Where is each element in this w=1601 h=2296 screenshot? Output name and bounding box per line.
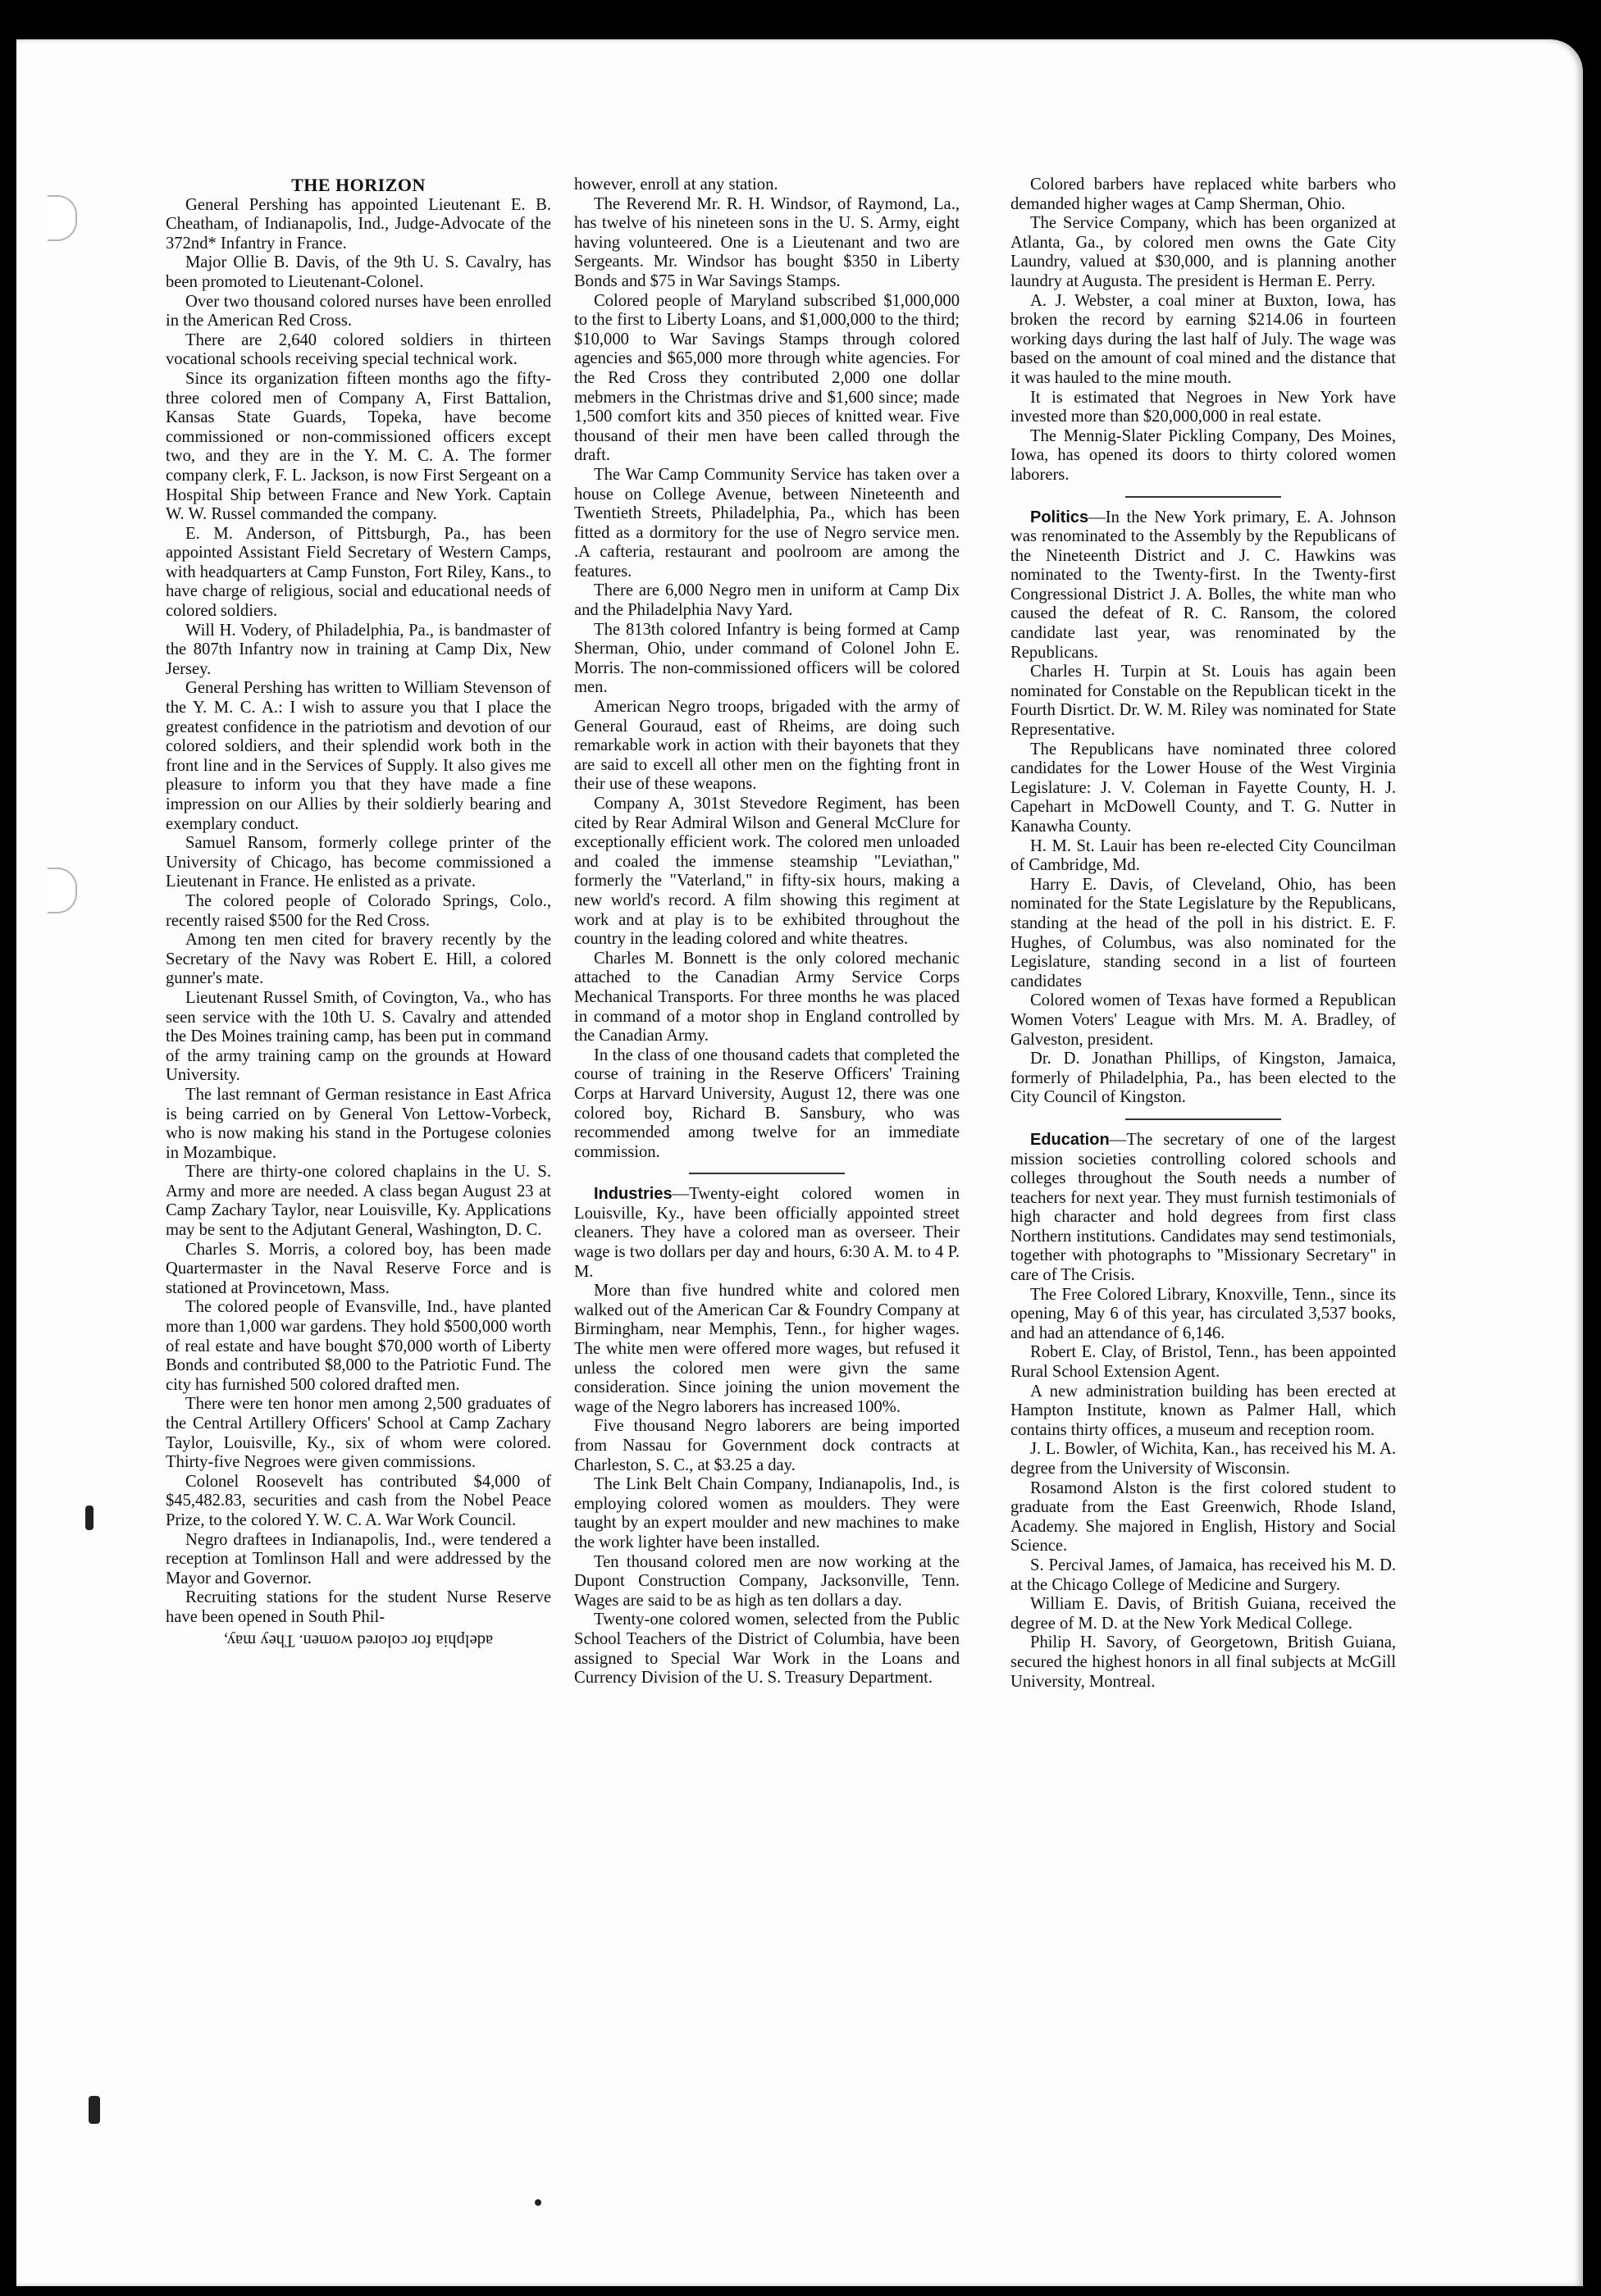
news-item: William E. Davis, of British Guiana, received the degree of M. D. at the New York Medical College. <box>1010 1595 1396 1633</box>
news-item: The 813th colored Infantry is being formed at Camp Sherman, Ohio, under command of Colonel John E. Morris. The non-commissioned officers will be colored men. <box>574 620 960 697</box>
news-item: Philip H. Savory, of Georgetown, British Guiana, secured the highest honors in all final subjects at McGill University, Montreal. <box>1010 1633 1396 1691</box>
education-lead <box>1010 1131 1396 1286</box>
news-item: Charles S. Morris, a colored boy, has been made Quartermaster in the Naval Reserve Force and is stationed at Provincetown, Mass. <box>166 1240 551 1297</box>
news-item: There are 6,000 Negro men in uniform at Camp Dix and the Philadelphia Navy Yard. <box>574 581 960 620</box>
news-item: Recruiting stations for the student Nurse Reserve have been opened in South Phil- <box>166 1588 551 1626</box>
section-divider <box>689 1173 845 1174</box>
news-item: Colored women of Texas have formed a Republican Women Voters' League with Mrs. M. A. Bradley, of Galveston, president. <box>1010 991 1396 1049</box>
column-1 <box>166 175 551 1649</box>
news-item: General Pershing has written to William Stevenson of the Y. M. C. A.: I wish to assure you that I place the greatest confidence in the patriotism and devotion of our colored soldiers, and their splendid work both in the front line and in the Services of Supply. It also gives me pleasure to inform you that they have made a fine impression on our Allies by their soldierly bearing and exemplary conduct. <box>166 679 551 833</box>
lead-text: —In the New York primary, E. A. Johnson was renominated to the Assembly by the Republicans of the Nineteenth District and J. C. Hawkins was nominated to the Twenty-first. In the Twenty-first Congressional District J. A. Bolles, the white man who caused the defeat of R. C. Ransom, the colored candidate last year, was renominated by the Republicans. <box>1010 508 1396 662</box>
news-item: The Republicans have nominated three colored candidates for the Lower House of the West Virginia Legislature: J. V. Coleman in Fayette County, H. J. Capehart in McDowell County, and T. G. Nutter in Kanawha County. <box>1010 740 1396 836</box>
news-item: Negro draftees in Indianapolis, Ind., were tendered a reception at Tomlinson Hall and were addressed by the Mayor and Governor. <box>166 1530 551 1588</box>
news-item: Twenty-one colored women, selected from the Public School Teachers of the District of Columbia, have been assigned to Special War Work in the Loans and Currency Division of the U. S. Treasury Department. <box>574 1610 960 1688</box>
upside-down-line: adelphia for colored women. They may, <box>223 1631 494 1650</box>
news-item: Company A, 301st Stevedore Regiment, has been cited by Rear Admiral Wilson and General McClure for exceptionally efficient work. The colored men unloaded and coaled the immense steamship "Leviathan," formerly the "Vaterland," in fifty-six hours, making a new world's record. A film showing this regiment at work and at play is to be exhibited throughout the country in the leading colored and white theatres. <box>574 795 960 949</box>
news-item: Ten thousand colored men are now working at the Dupont Construction Company, Jacksonville, Tenn. Wages are said to be as high as ten dollars a day. <box>574 1552 960 1610</box>
news-item: There were ten honor men among 2,500 graduates of the Central Artillery Officers' School at Camp Zachary Taylor, Louisville, Ky., six of whom were colored. Thirty-five Negroes were given commissions. <box>166 1395 551 1472</box>
news-item: More than five hundred white and colored men walked out of the American Car & Foundry Company at Birmingham, near Memphis, Tenn., for higher wages. The white men were offered more wages, but refused it unless the colored men were givn the same consideration. Since joining the union movement the wage of the Negro laborers has increased 100%. <box>574 1282 960 1416</box>
news-item: Since its organization fifteen months ago the fifty-three colored men of Company A, First Battalion, Kansas State Guards, Topeka, have become commissioned or non-commissioned officers except two, and they are in the Y. M. C. A. The former company clerk, F. L. Jackson, is now First Sergeant on a Hospital Ship between France and New York. Captain W. W. Russel commanded the company. <box>166 369 551 524</box>
news-item: There are thirty-one colored chaplains in the U. S. Army and more are needed. A class began August 23 at Camp Zachary Taylor, near Louisville, Ky. Applications may be sent to the Adjutant General, Washington, D. C. <box>166 1163 551 1240</box>
ink-speck <box>535 2199 541 2206</box>
news-item: Charles M. Bonnett is the only colored mechanic attached to the Canadian Army Service Corps Mechanical Transports. For three months he was placed in command of a motor shop in England controlled by the Canadian Army. <box>574 949 960 1046</box>
section-divider <box>1125 1118 1281 1120</box>
news-item: Colored people of Maryland subscribed $1,000,000 to the first to Liberty Loans, and $1,000,000 to the third; $10,000 to War Savings Stamps through colored agencies and $65,000 more through white agencies. For the Red Cross they contributed 2,000 one dollar mebmers in the Christmas drive and $1,600 since; made 1,500 comfort kits and 350 pieces of knitted wear. Five thousand of their men have been called through the draft. <box>574 291 960 465</box>
news-item: A new administration building has been erected at Hampton Institute, known as Palmer Hall, which contains thirty offices, a museum and reception room. <box>1010 1382 1396 1439</box>
news-item: Dr. D. Jonathan Phillips, of Kingston, Jamaica, formerly of Philadelphia, Pa., has been elected to the City Council of Kingston. <box>1010 1050 1396 1107</box>
news-item: S. Percival James, of Jamaica, has received his M. D. at the Chicago College of Medicine and Surgery. <box>1010 1556 1396 1594</box>
news-item: Over two thousand colored nurses have been enrolled in the American Red Cross. <box>166 292 551 330</box>
lead-text: —Twenty-eight colored women in Louisville, Ky., have been officially appointed street cleaners. They have a colored man as overseer. Their wage is two dollars per day and hours, 6:30 A. M. to 4 P. M. <box>574 1185 960 1281</box>
news-item: The colored people of Evansville, Ind., have planted more than 1,000 war gardens. They hold $500,000 worth of real estate and have bought $70,000 worth of Liberty Bonds and contributed $8,000 to the Patriotic Fund. The city has furnished 500 colored drafted men. <box>166 1298 551 1394</box>
news-item: The last remnant of German resistance in East Africa is being carried on by General Von Lettow-Vorbeck, who is now making his stand in the Portugese colonies in Mozambique. <box>166 1085 551 1162</box>
punch-hole <box>48 195 77 241</box>
news-item: The Mennig-Slater Pickling Company, Des Moines, Iowa, has opened its doors to thirty colored women laborers. <box>1010 426 1396 484</box>
news-item: The colored people of Colorado Springs, Colo., recently raised $500 for the Red Cross. <box>166 891 551 930</box>
section-heading-politics: Politics <box>1030 508 1089 526</box>
news-item: Major Ollie B. Davis, of the 9th U. S. Cavalry, has been promoted to Lieutenant-Colonel. <box>166 253 551 291</box>
politics-lead <box>1010 508 1396 663</box>
lead-text: —The secretary of one of the largest mission societies controlling colored schools and colleges throughout the South needs a number of teachers for next year. They must furnish testimonials of high character and hold degrees from first class Northern institutions. Candidates may send testimonials, together with photographs to "Missionary Secretary" in care of The Crisis. <box>1010 1130 1396 1285</box>
page-title: THE HORIZON <box>291 175 426 195</box>
news-item: Rosamond Alston is the first colored student to graduate from the East Greenwich, Rhode Island, Academy. She majored in English, History and Social Science. <box>1010 1478 1396 1556</box>
news-item: In the class of one thousand cadets that completed the course of training in the Reserve Officers' Training Corps at Harvard University, August 12, there was one colored boy, Richard B. Sansbury, who was recommended among twelve for an immediate commission. <box>574 1046 960 1161</box>
section-heading-education: Education <box>1030 1130 1110 1149</box>
news-item: Samuel Ransom, formerly college printer of the University of Chicago, has become commissioned a Lieutenant in France. He enlisted as a private. <box>166 834 551 891</box>
news-item: Charles H. Turpin at St. Louis has again been nominated for Constable on the Republican ticekt in the Fourth Disrtict. Dr. W. M. Riley was nominated for State Representative. <box>1010 663 1396 740</box>
news-item: J. L. Bowler, of Wichita, Kan., has received his M. A. degree from the University of Wisconsin. <box>1010 1440 1396 1478</box>
news-item: Lieutenant Russel Smith, of Covington, Va., who has seen service with the 10th U. S. Cavalry and attended the Des Moines training camp, has been put in command of the army training camp on the grounds at Howard University. <box>166 988 551 1085</box>
news-item: The Reverend Mr. R. H. Windsor, of Raymond, La., has twelve of his nineteen sons in the U. S. Army, eight having volunteered. One is a Lieutenant and two are Sergeants. Mr. Windsor has bought $350 in Liberty Bonds and $75 in War Savings Stamps. <box>574 194 960 290</box>
column-2 <box>574 175 960 1688</box>
ink-speck <box>89 2096 100 2124</box>
news-item: American Negro troops, brigaded with the army of General Gouraud, east of Rheims, are doing such remarkable work in action with their bayonets that they are said to excell all other men on the fighting front in their use of these weapons. <box>574 698 960 794</box>
section-divider <box>1125 496 1281 498</box>
news-item: The Free Colored Library, Knoxville, Tenn., since its opening, May 6 of this year, has circulated 3,537 books, and had an attendance of 6,146. <box>1010 1285 1396 1342</box>
news-item: Harry E. Davis, of Cleveland, Ohio, has been nominated for the State Legislature by the Republicans, standing at the head of the poll in his district. E. F. Hughes, of Columbus, was also nominated for the Legislature, standing second in a list of fourteen candidates <box>1010 875 1396 991</box>
industries-lead <box>574 1185 960 1282</box>
news-item: A. J. Webster, a coal miner at Buxton, Iowa, has broken the record by earning $214.06 in fourteen working days during the last half of July. The wage was based on the amount of coal mined and the distance that it was hauled to the mine mouth. <box>1010 291 1396 387</box>
news-item: Will H. Vodery, of Philadelphia, Pa., is bandmaster of the 807th Infantry now in training at Camp Dix, New Jersey. <box>166 621 551 678</box>
news-item: Robert E. Clay, of Bristol, Tenn., has been appointed Rural School Extension Agent. <box>1010 1343 1396 1382</box>
news-item: There are 2,640 colored soldiers in thirteen vocational schools receiving special technical work. <box>166 330 551 369</box>
news-item: Five thousand Negro laborers are being imported from Nassau for Government dock contracts at Charleston, S. C., at $3.25 a day. <box>574 1417 960 1474</box>
column-3 <box>1010 175 1396 1692</box>
section-heading-industries: Industries <box>594 1185 673 1204</box>
news-item: General Pershing has appointed Lieutenant E. B. Cheatham, of Indianapolis, Ind., Judge-Advocate of the 372nd* Infantry in France. <box>166 195 551 253</box>
news-item: Colored barbers have replaced white barbers who demanded higher wages at Camp Sherman, Ohio. <box>1010 175 1396 213</box>
news-item: H. M. St. Lauir has been re-elected City Councilman of Cambridge, Md. <box>1010 836 1396 875</box>
news-item: The Service Company, which has been organized at Atlanta, Ga., by colored men owns the Gate City Laundry, valued at $30,000, and is planning another laundry at Augusta. The president is Herman E. Perry. <box>1010 214 1396 290</box>
news-item: It is estimated that Negroes in New York have invested more than $20,000,000 in real estate. <box>1010 388 1396 426</box>
news-item: Among ten men cited for bravery recently by the Secretary of the Navy was Robert E. Hill, a colored gunner's mate. <box>166 931 551 988</box>
news-item: however, enroll at any station. <box>574 175 778 194</box>
news-item: The Link Belt Chain Company, Indianapolis, Ind., is employing colored women as moulders. They were taught by an expert moulder and new machines to make the work lighter have been installed. <box>574 1475 960 1551</box>
news-item: The War Camp Community Service has taken over a house on College Avenue, between Nineteenth and Twentieth Streets, Philadelphia, Pa., which has been fitted as a dormitory for the use of Negro service men. .A cafteria, restaurant and poolroom are among the features. <box>574 465 960 581</box>
news-item: Colonel Roosevelt has contributed $4,000 of $45,482.83, securities and cash from the Nobel Peace Prize, to the colored Y. W. C. A. War Work Council. <box>166 1472 551 1529</box>
punch-hole <box>48 868 77 913</box>
news-item: E. M. Anderson, of Pittsburgh, Pa., has been appointed Assistant Field Secretary of Western Camps, with headquarters at Camp Funston, Fort Riley, Kans., to have charge of religious, social and educational needs of colored soldiers. <box>166 524 551 621</box>
ink-speck <box>85 1506 94 1530</box>
